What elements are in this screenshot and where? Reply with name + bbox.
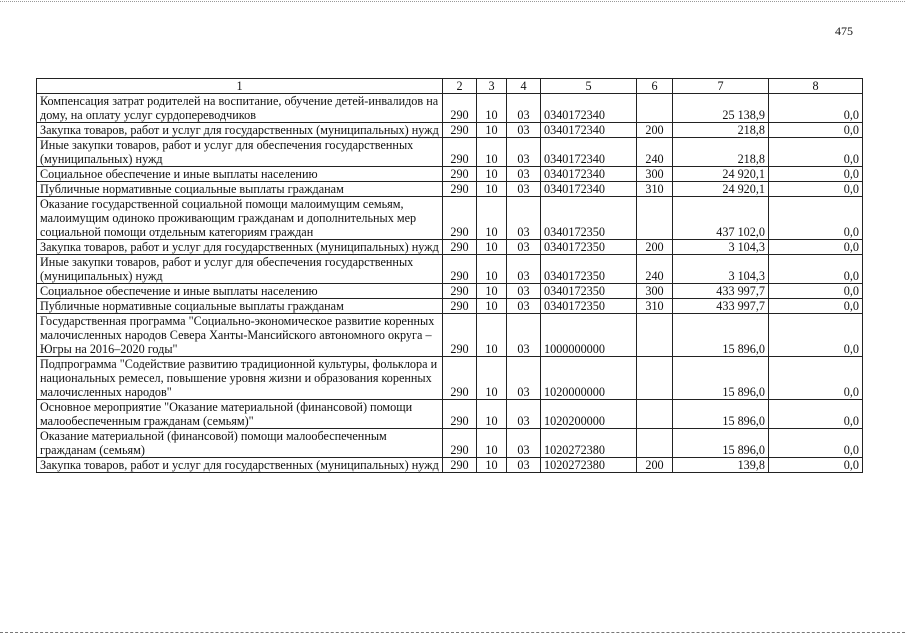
ministry-code-cell: 290 <box>443 284 477 299</box>
table-row <box>37 138 863 167</box>
target-article-cell: 0340172350 <box>541 255 637 284</box>
target-article-cell: 1020272380 <box>541 429 637 458</box>
subsection-cell: 03 <box>507 314 541 357</box>
amount-cell: 25 138,9 <box>673 94 769 123</box>
row-name-cell: Социальное обеспечение и иные выплаты населению <box>37 167 443 182</box>
subsection-cell: 03 <box>507 197 541 240</box>
column-header: 5 <box>541 79 637 94</box>
column-header: 7 <box>673 79 769 94</box>
target-article-cell: 0340172350 <box>541 197 637 240</box>
subsection-cell: 03 <box>507 284 541 299</box>
subsection-cell: 03 <box>507 240 541 255</box>
amount-2-cell: 0,0 <box>769 429 863 458</box>
amount-cell: 3 104,3 <box>673 255 769 284</box>
amount-2-cell: 0,0 <box>769 197 863 240</box>
target-article-cell: 1000000000 <box>541 314 637 357</box>
table-row <box>37 314 863 357</box>
amount-2-cell: 0,0 <box>769 167 863 182</box>
section-cell: 10 <box>477 400 507 429</box>
expense-type-cell: 300 <box>637 167 673 182</box>
expense-type-cell: 310 <box>637 182 673 197</box>
row-name-cell: Компенсация затрат родителей на воспитание, обучение детей-инвалидов на дому, на оплату услуг сурдопереводчиков <box>37 94 443 123</box>
table-row <box>37 94 863 123</box>
table-row <box>37 123 863 138</box>
amount-cell: 15 896,0 <box>673 429 769 458</box>
section-cell: 10 <box>477 429 507 458</box>
column-header: 1 <box>37 79 443 94</box>
table-row <box>37 299 863 314</box>
amount-2-cell: 0,0 <box>769 240 863 255</box>
ministry-code-cell: 290 <box>443 182 477 197</box>
amount-2-cell: 0,0 <box>769 284 863 299</box>
budget-table <box>36 78 863 473</box>
amount-cell: 437 102,0 <box>673 197 769 240</box>
table-row <box>37 167 863 182</box>
table-row <box>37 284 863 299</box>
amount-cell: 218,8 <box>673 138 769 167</box>
row-name-cell: Государственная программа "Социально-экономическое развитие коренных малочисленных народов Севера Ханты-Мансийского автономного округа – Югры на 2016–2020 годы" <box>37 314 443 357</box>
section-cell: 10 <box>477 255 507 284</box>
table-row <box>37 240 863 255</box>
expense-type-cell: 300 <box>637 284 673 299</box>
amount-cell: 3 104,3 <box>673 240 769 255</box>
amount-2-cell: 0,0 <box>769 314 863 357</box>
amount-cell: 24 920,1 <box>673 167 769 182</box>
page-number: 475 <box>835 24 853 38</box>
section-cell: 10 <box>477 240 507 255</box>
row-name-cell: Основное мероприятие "Оказание материальной (финансовой) помощи малообеспеченным гражданам (семьям)" <box>37 400 443 429</box>
table-row <box>37 458 863 473</box>
subsection-cell: 03 <box>507 458 541 473</box>
ministry-code-cell: 290 <box>443 429 477 458</box>
column-header: 6 <box>637 79 673 94</box>
target-article-cell: 0340172340 <box>541 167 637 182</box>
column-header: 2 <box>443 79 477 94</box>
expense-type-cell <box>637 197 673 240</box>
row-name-cell: Закупка товаров, работ и услуг для государственных (муниципальных) нужд <box>37 458 443 473</box>
table-row <box>37 400 863 429</box>
section-cell: 10 <box>477 167 507 182</box>
target-article-cell: 0340172350 <box>541 240 637 255</box>
table-row <box>37 357 863 400</box>
subsection-cell: 03 <box>507 138 541 167</box>
expense-type-cell: 200 <box>637 123 673 138</box>
ministry-code-cell: 290 <box>443 138 477 167</box>
header-row <box>37 79 863 94</box>
ministry-code-cell: 290 <box>443 314 477 357</box>
amount-cell: 15 896,0 <box>673 400 769 429</box>
ministry-code-cell: 290 <box>443 255 477 284</box>
target-article-cell: 0340172340 <box>541 123 637 138</box>
expense-type-cell: 200 <box>637 458 673 473</box>
section-cell: 10 <box>477 138 507 167</box>
subsection-cell: 03 <box>507 357 541 400</box>
column-header: 4 <box>507 79 541 94</box>
row-name-cell: Публичные нормативные социальные выплаты гражданам <box>37 299 443 314</box>
scan-top-edge <box>0 1 905 2</box>
target-article-cell: 1020272380 <box>541 458 637 473</box>
amount-2-cell: 0,0 <box>769 400 863 429</box>
amount-cell: 15 896,0 <box>673 357 769 400</box>
column-header: 8 <box>769 79 863 94</box>
expense-type-cell <box>637 357 673 400</box>
section-cell: 10 <box>477 123 507 138</box>
row-name-cell: Подпрограмма "Содействие развитию традиционной культуры, фольклора и национальных ремесел, повышение уровня жизни и образования коренных малочисленных народов" <box>37 357 443 400</box>
row-name-cell: Публичные нормативные социальные выплаты гражданам <box>37 182 443 197</box>
row-name-cell: Иные закупки товаров, работ и услуг для обеспечения государственных (муниципальных) нужд <box>37 255 443 284</box>
amount-2-cell: 0,0 <box>769 357 863 400</box>
subsection-cell: 03 <box>507 94 541 123</box>
table-row <box>37 197 863 240</box>
subsection-cell: 03 <box>507 299 541 314</box>
ministry-code-cell: 290 <box>443 94 477 123</box>
row-name-cell: Закупка товаров, работ и услуг для государственных (муниципальных) нужд <box>37 123 443 138</box>
expense-type-cell: 240 <box>637 255 673 284</box>
column-header: 3 <box>477 79 507 94</box>
amount-2-cell: 0,0 <box>769 94 863 123</box>
table-row <box>37 255 863 284</box>
target-article-cell: 0340172340 <box>541 182 637 197</box>
ministry-code-cell: 290 <box>443 357 477 400</box>
amount-cell: 433 997,7 <box>673 299 769 314</box>
table-row <box>37 182 863 197</box>
amount-cell: 24 920,1 <box>673 182 769 197</box>
subsection-cell: 03 <box>507 255 541 284</box>
subsection-cell: 03 <box>507 400 541 429</box>
subsection-cell: 03 <box>507 123 541 138</box>
ministry-code-cell: 290 <box>443 197 477 240</box>
ministry-code-cell: 290 <box>443 400 477 429</box>
expense-type-cell <box>637 314 673 357</box>
expense-type-cell <box>637 94 673 123</box>
target-article-cell: 1020200000 <box>541 400 637 429</box>
row-name-cell: Иные закупки товаров, работ и услуг для обеспечения государственных (муниципальных) нужд <box>37 138 443 167</box>
amount-2-cell: 0,0 <box>769 138 863 167</box>
target-article-cell: 0340172350 <box>541 299 637 314</box>
subsection-cell: 03 <box>507 182 541 197</box>
ministry-code-cell: 290 <box>443 167 477 182</box>
expense-type-cell: 310 <box>637 299 673 314</box>
amount-cell: 218,8 <box>673 123 769 138</box>
ministry-code-cell: 290 <box>443 299 477 314</box>
section-cell: 10 <box>477 458 507 473</box>
amount-2-cell: 0,0 <box>769 299 863 314</box>
section-cell: 10 <box>477 357 507 400</box>
section-cell: 10 <box>477 197 507 240</box>
scan-bottom-edge <box>0 632 905 633</box>
target-article-cell: 0340172340 <box>541 94 637 123</box>
amount-2-cell: 0,0 <box>769 255 863 284</box>
ministry-code-cell: 290 <box>443 458 477 473</box>
target-article-cell: 0340172350 <box>541 284 637 299</box>
row-name-cell: Оказание материальной (финансовой) помощи малообеспеченным гражданам (семьям) <box>37 429 443 458</box>
section-cell: 10 <box>477 284 507 299</box>
ministry-code-cell: 290 <box>443 240 477 255</box>
expense-type-cell: 240 <box>637 138 673 167</box>
expense-type-cell: 200 <box>637 240 673 255</box>
amount-cell: 15 896,0 <box>673 314 769 357</box>
section-cell: 10 <box>477 299 507 314</box>
amount-2-cell: 0,0 <box>769 458 863 473</box>
amount-2-cell: 0,0 <box>769 123 863 138</box>
row-name-cell: Социальное обеспечение и иные выплаты населению <box>37 284 443 299</box>
amount-cell: 139,8 <box>673 458 769 473</box>
row-name-cell: Закупка товаров, работ и услуг для государственных (муниципальных) нужд <box>37 240 443 255</box>
amount-2-cell: 0,0 <box>769 182 863 197</box>
subsection-cell: 03 <box>507 429 541 458</box>
ministry-code-cell: 290 <box>443 123 477 138</box>
subsection-cell: 03 <box>507 167 541 182</box>
section-cell: 10 <box>477 94 507 123</box>
target-article-cell: 0340172340 <box>541 138 637 167</box>
row-name-cell: Оказание государственной социальной помощи малоимущим семьям, малоимущим одиноко проживающим гражданам и дополнительных мер социальной помощи отдельным категориям граждан <box>37 197 443 240</box>
expense-type-cell <box>637 429 673 458</box>
target-article-cell: 1020000000 <box>541 357 637 400</box>
table-row <box>37 429 863 458</box>
section-cell: 10 <box>477 182 507 197</box>
expense-type-cell <box>637 400 673 429</box>
amount-cell: 433 997,7 <box>673 284 769 299</box>
section-cell: 10 <box>477 314 507 357</box>
